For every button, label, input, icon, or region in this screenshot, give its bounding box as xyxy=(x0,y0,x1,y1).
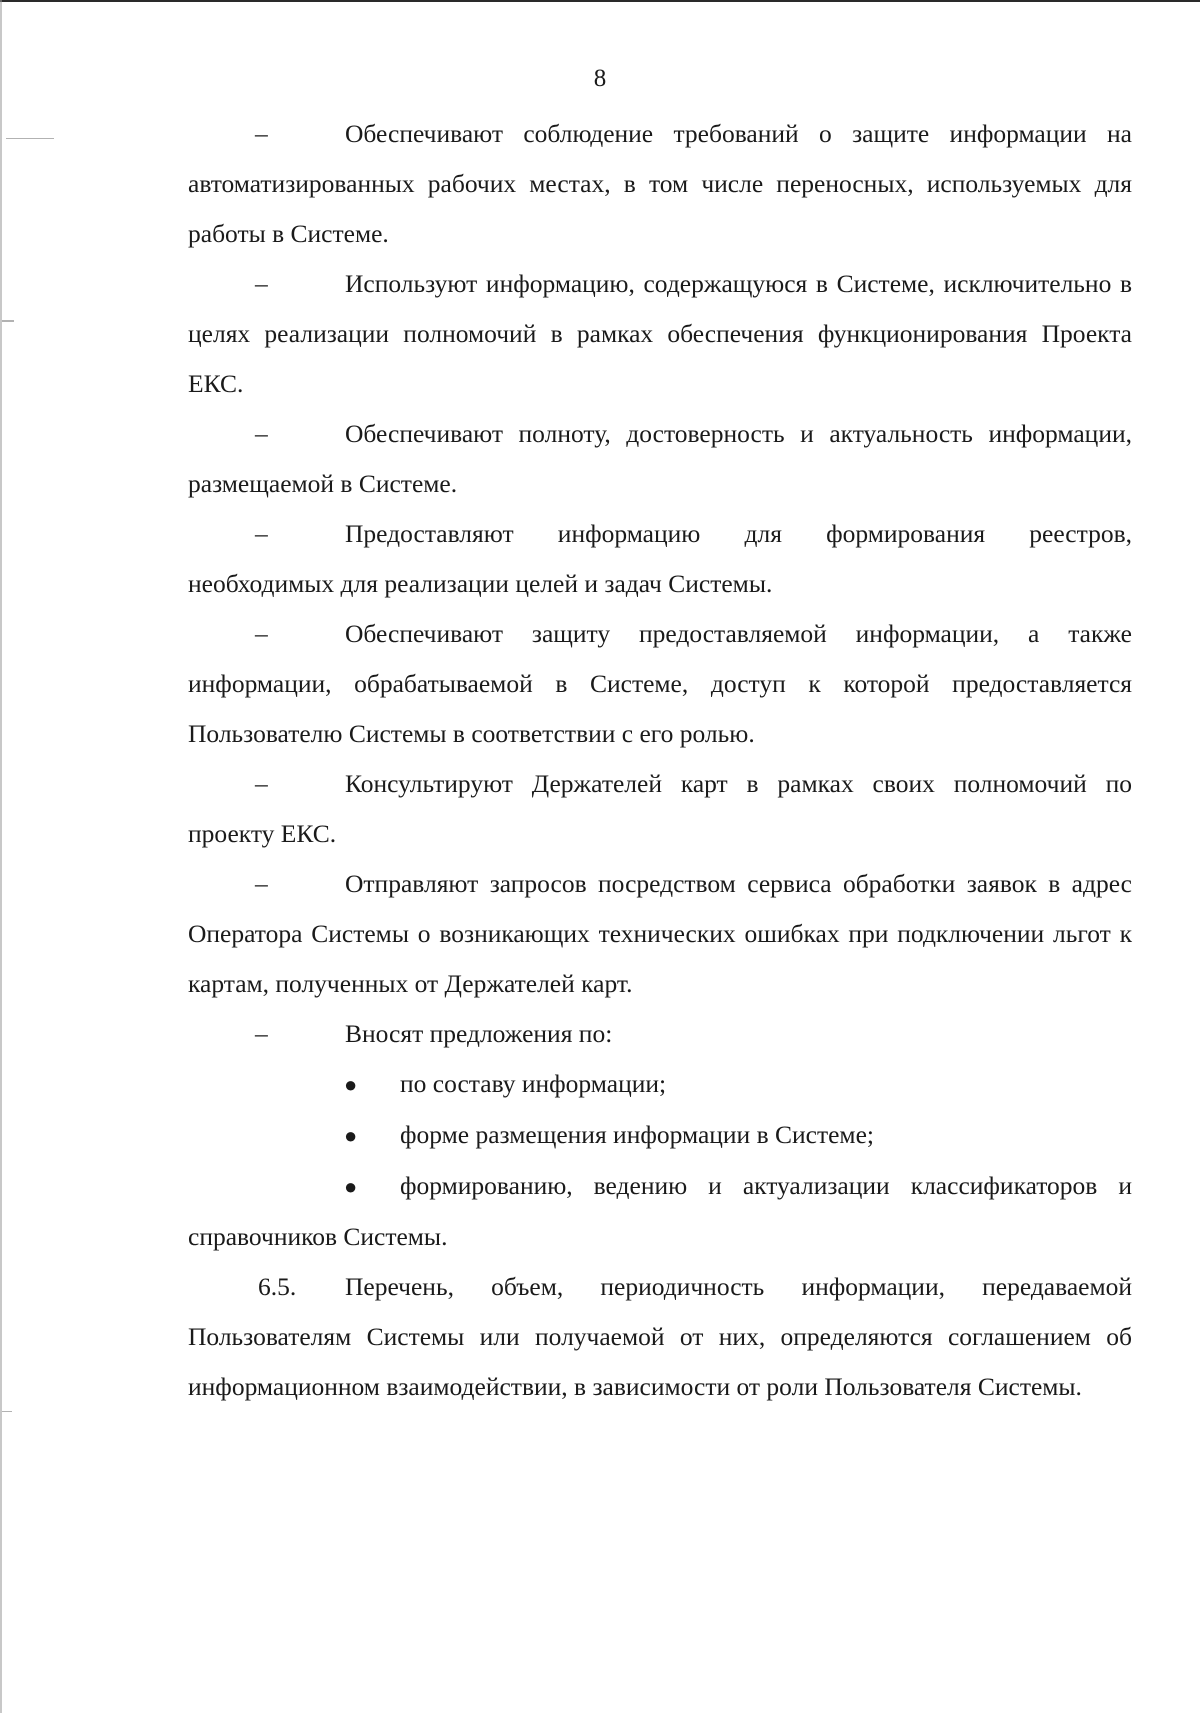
list-item-text: Обеспечивают соблюдение требований о защите информации на автоматизированных рабочих местах, в том числе переносных, используемых для работы в Системе. xyxy=(188,119,1132,248)
list-item-text: Консультируют Держателей карт в рамках своих полномочий по проекту ЕКС. xyxy=(188,769,1132,848)
dash-marker: – xyxy=(255,269,268,298)
bullet-item xyxy=(188,1059,1132,1110)
section-number: 6.5. xyxy=(258,1272,297,1301)
dash-marker: – xyxy=(255,869,268,898)
bullet-item xyxy=(188,1161,1132,1262)
scan-mark xyxy=(6,138,54,139)
dash-marker: – xyxy=(255,419,268,448)
list-item xyxy=(188,759,1132,859)
list-item xyxy=(188,859,1132,1009)
dash-marker: – xyxy=(255,1019,268,1048)
bullet-item-text: по составу информации; xyxy=(400,1069,667,1098)
list-item-text: Отправляют запросов посредством сервиса обработки заявок в адрес Оператора Системы о возникающих технических ошибках при подключении льгот к картам, полученных от Держателей карт. xyxy=(188,869,1132,998)
list-item-text: Обеспечивают полноту, достоверность и актуальность информации, размещаемой в Системе. xyxy=(188,419,1132,498)
bullet-marker: ● xyxy=(344,1123,358,1148)
left-scan-edge xyxy=(0,0,2,1713)
scan-mark xyxy=(2,1411,12,1412)
bullet-marker: ● xyxy=(344,1072,358,1097)
list-item-text: Вносят предложения по: xyxy=(345,1019,613,1048)
document-body xyxy=(188,109,1132,1412)
list-item xyxy=(188,409,1132,509)
dash-marker: – xyxy=(255,619,268,648)
bullet-item-text: формированию, ведению и актуализации классификаторов и справочников Системы. xyxy=(188,1171,1132,1251)
dash-marker: – xyxy=(255,119,268,148)
dash-marker: – xyxy=(255,769,268,798)
list-item-text: Используют информацию, содержащуюся в Системе, исключительно в целях реализации полномочий в рамках обеспечения функционирования Проекта ЕКС. xyxy=(188,269,1132,398)
section-text: Перечень, объем, периодичность информации, передаваемой Пользователям Системы или получаемой от них, определяются соглашением об информационном взаимодействии, в зависимости от роли Пользователя Системы. xyxy=(188,1272,1132,1401)
bullet-marker: ● xyxy=(344,1174,358,1199)
bullet-item-text: форме размещения информации в Системе; xyxy=(400,1120,874,1149)
scan-mark xyxy=(2,320,14,322)
list-item xyxy=(188,509,1132,609)
top-border-line xyxy=(0,0,1200,2)
list-item xyxy=(188,609,1132,759)
list-item-text: Обеспечивают защиту предоставляемой информации, а также информации, обрабатываемой в Системе, доступ к которой предоставляется Пользователю Системы в соответствии с его ролью. xyxy=(188,619,1132,748)
page-number: 8 xyxy=(593,65,607,92)
dash-marker: – xyxy=(255,519,268,548)
list-item xyxy=(188,259,1132,409)
list-item-text: Предоставляют информацию для формирования реестров, необходимых для реализации целей и задач Системы. xyxy=(188,519,1132,598)
list-item xyxy=(188,1009,1132,1059)
bullet-item xyxy=(188,1110,1132,1161)
list-item xyxy=(188,109,1132,259)
numbered-paragraph xyxy=(188,1262,1132,1412)
